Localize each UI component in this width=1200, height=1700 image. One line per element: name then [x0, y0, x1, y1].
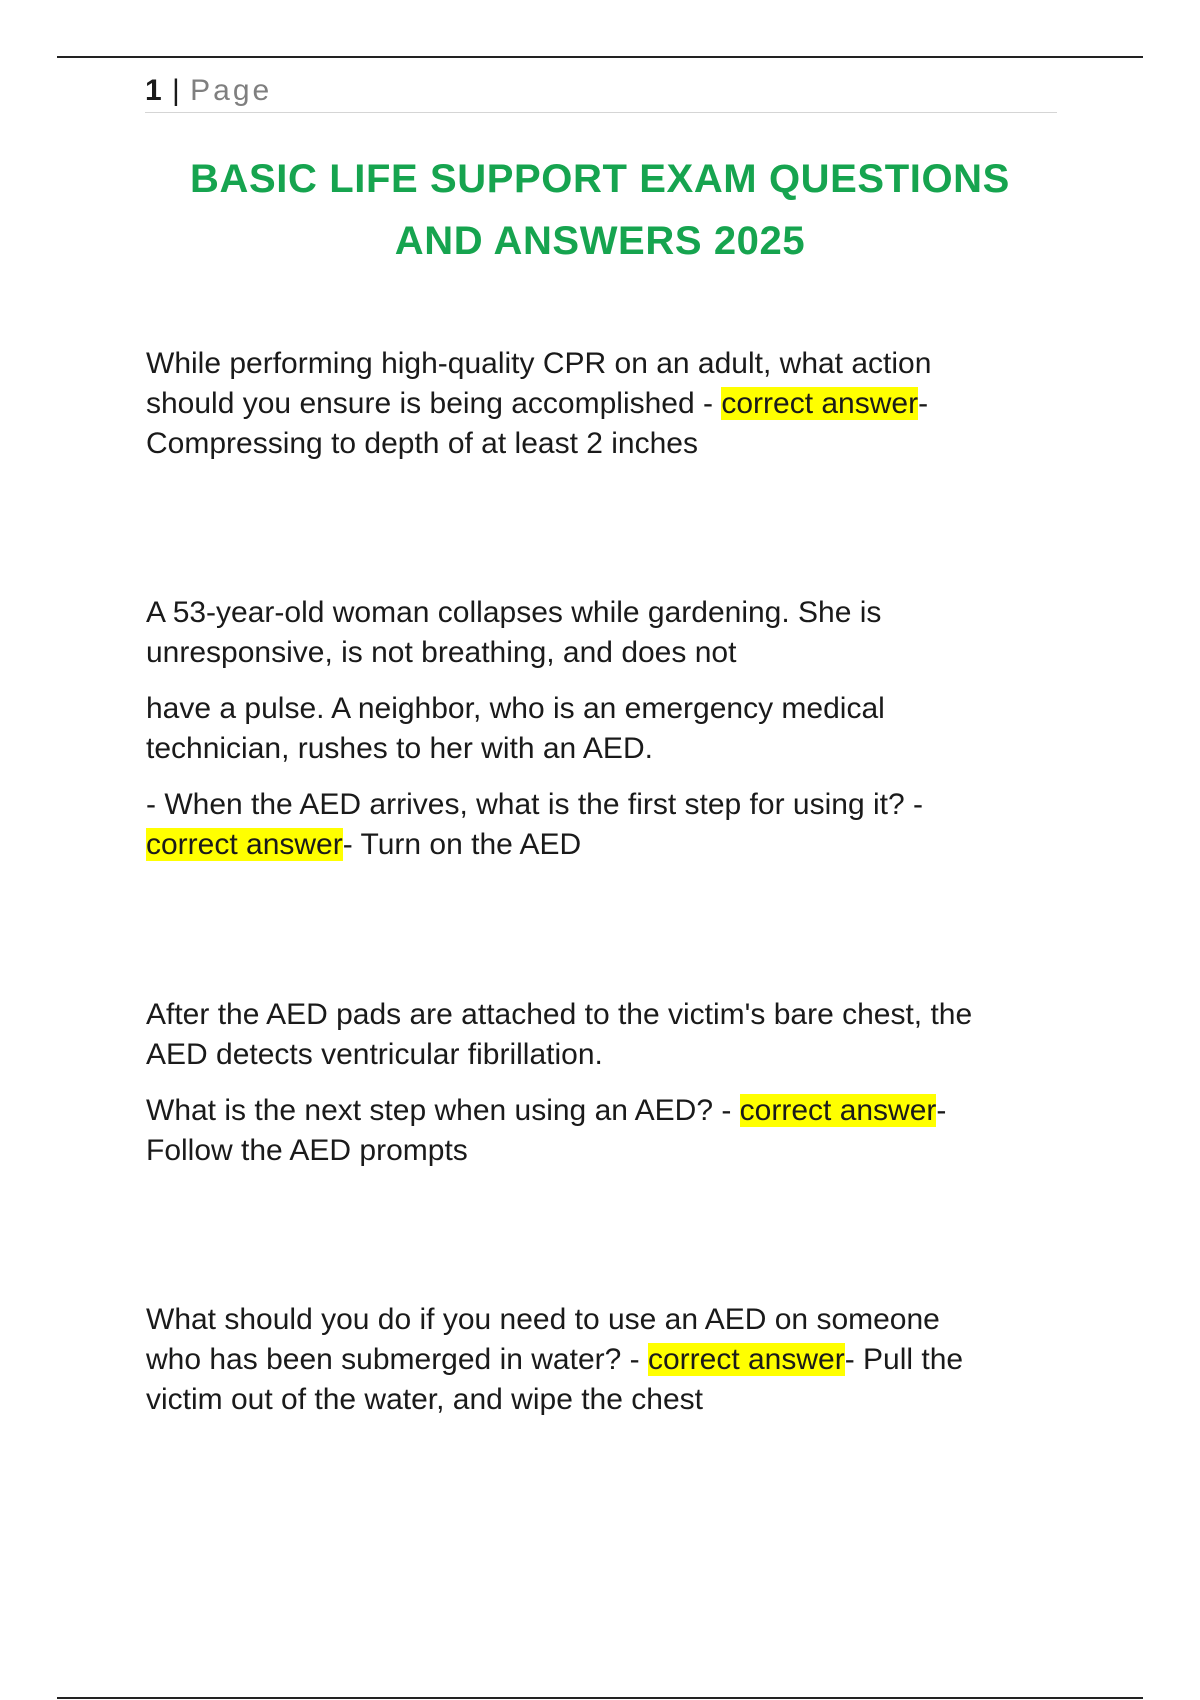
- title-line-2: AND ANSWERS 2025: [394, 219, 806, 263]
- qa-4-line-1: What should you do if you need to use an AED on someone: [146, 1303, 940, 1336]
- document-title: [140, 148, 1060, 272]
- qa-2-answer-label: correct answer: [146, 828, 343, 861]
- qa-3-paragraph-1: [146, 995, 1066, 1075]
- qa-4-answer: victim out of the water, and wipe the chest: [146, 1383, 703, 1416]
- page-label: Page: [190, 74, 273, 107]
- page-header: [145, 70, 1057, 113]
- qa-3-dash: -: [936, 1094, 947, 1127]
- qa-1-question: [146, 344, 1066, 464]
- qa-2-answer: - Turn on the AED: [342, 828, 582, 861]
- qa-2-p2-line-2: technician, rushes to her with an AED.: [146, 732, 653, 765]
- qa-2-paragraph-2: [146, 689, 1066, 769]
- qa-3-p1-line-2: AED detects ventricular fibrillation.: [146, 1038, 603, 1071]
- qa-2-p2-line-1: have a pulse. A neighbor, who is an emergency medical: [146, 692, 885, 725]
- qa-2-p1-line-2: unresponsive, is not breathing, and does not: [146, 636, 737, 669]
- qa-2-p3-line-1: - When the AED arrives, what is the first step for using it? -: [146, 788, 923, 821]
- bottom-rule: [57, 1697, 1143, 1699]
- qa-3-answer-label: correct answer: [739, 1094, 937, 1127]
- qa-4-answer-label: correct answer: [647, 1343, 845, 1376]
- qa-3-p2-line-1: [146, 1091, 1066, 1131]
- qa-1-line-1: While performing high-quality CPR on an adult, what action: [146, 347, 932, 380]
- qa-4-question-end: who has been submerged in water? -: [146, 1343, 648, 1376]
- qa-3-answer: Follow the AED prompts: [146, 1134, 468, 1167]
- qa-1-answer-label: correct answer: [721, 387, 919, 420]
- qa-4-question: [146, 1300, 1066, 1420]
- qa-2-paragraph-3: [146, 785, 1066, 865]
- top-rule: [57, 56, 1143, 58]
- qa-3-paragraph-2: [146, 1091, 1066, 1171]
- qa-1-dash: -: [918, 387, 929, 420]
- qa-4-answer-start: - Pull the: [844, 1343, 964, 1376]
- page-number: 1: [145, 74, 162, 107]
- page-separator: |: [172, 74, 180, 107]
- qa-block-1: [146, 344, 1066, 480]
- qa-1-answer: Compressing to depth of at least 2 inches: [146, 427, 698, 460]
- qa-3-p1-line-1: After the AED pads are attached to the victim's bare chest, the: [146, 998, 973, 1031]
- qa-2-p3-line-2: [146, 825, 1066, 865]
- qa-2-paragraph-1: [146, 593, 1066, 673]
- title-line-1: BASIC LIFE SUPPORT EXAM QUESTIONS: [190, 157, 1010, 201]
- qa-block-2: [146, 593, 1066, 881]
- qa-2-p1-line-1: A 53-year-old woman collapses while gardening. She is: [146, 596, 882, 629]
- qa-3-question-end: What is the next step when using an AED? -: [146, 1094, 740, 1127]
- qa-block-4: [146, 1300, 1066, 1436]
- qa-1-question-end: should you ensure is being accomplished -: [146, 387, 722, 420]
- qa-1-line-2: [146, 384, 1066, 424]
- qa-block-3: [146, 995, 1066, 1187]
- qa-4-line-2: [146, 1340, 1066, 1380]
